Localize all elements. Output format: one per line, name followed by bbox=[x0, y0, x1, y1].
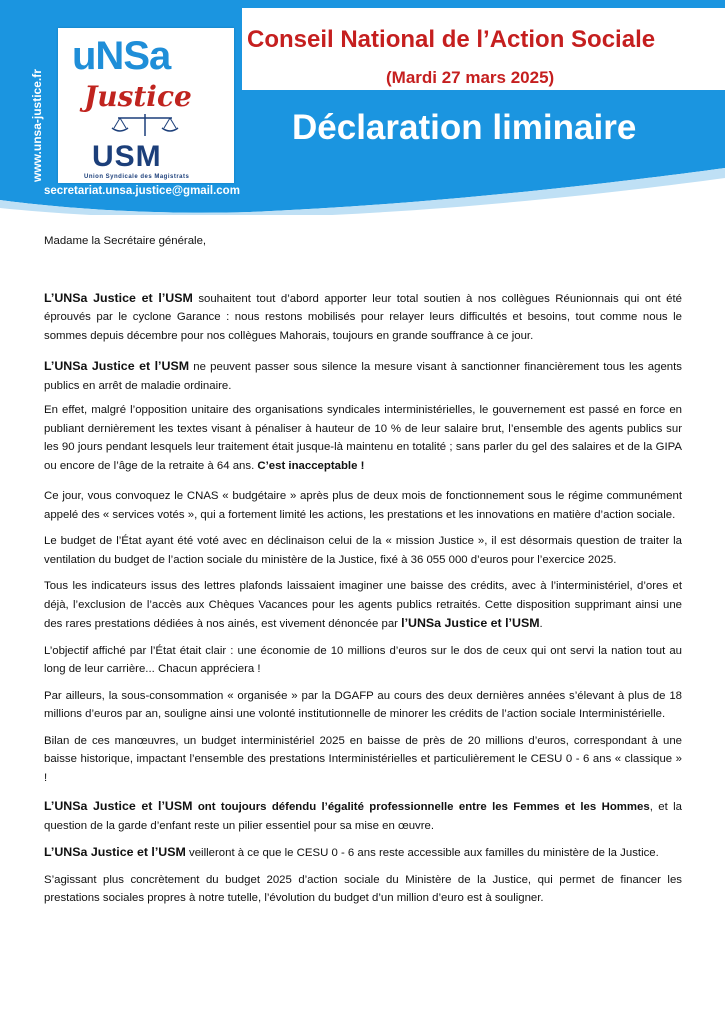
logo-unsa-text: uNSa bbox=[72, 34, 171, 78]
scales-of-justice-icon bbox=[110, 112, 180, 138]
paragraph-10 bbox=[44, 797, 682, 835]
paragraph-text: veilleront à ce que le CESU 0 - 6 ans reste accessible aux familles du ministère de la Justice. bbox=[185, 847, 659, 859]
unsa-usm-logo bbox=[58, 28, 234, 183]
document-date: (Mardi 27 mars 2025) bbox=[386, 68, 555, 87]
paragraph-end: . bbox=[539, 618, 543, 630]
paragraph-text: souhaitent tout d’abord apporter leur total soutien à nos collègues Réunionnais qui ont été éprouvés par le cyclone Garance : nous restons mobilisés pour relayer leurs difficultés et besoins, tout comme nous le sommes depuis décembre pour nos collègues Mahorais, toujours en grande souffrance à ce jour. bbox=[44, 292, 682, 342]
paragraph-text: ne peuvent passer sous silence la mesure visant à sanctionner financièrement tous les agents publics en arrêt de maladie ordinaire. bbox=[44, 361, 682, 392]
paragraph-12: S’agissant plus concrètement du budget 2025 d’action sociale du Ministère de la Justice, qui permet de financer les prestations sociales propres à notre tutelle, l’évolution du budget d’un million d’euro est à souligner. bbox=[44, 873, 682, 904]
paragraph-emphasis: C’est inacceptable ! bbox=[257, 459, 365, 472]
paragraph-emphasis: l’UNSa Justice et l’USM bbox=[401, 616, 540, 630]
paragraph-5: Le budget de l’État ayant été voté avec en déclinaison celui de la « mission Justice », il est désormais question de traiter la ventilation du budget de l’action sociale du ministère de la Justice, fixé à 36 055 000 d’euros pour l’exercice 2025. bbox=[44, 535, 682, 566]
website-url: www.unsa-justice.fr bbox=[30, 69, 44, 182]
paragraph-6 bbox=[44, 577, 682, 634]
paragraph-8: Par ailleurs, la sous-consommation « organisée » par la DGAFP au cours des deux dernières années s’élevant à plus de 18 millions d’euros par an, souligne ainsi une volonté institutionnelle de minorer les crédits de l’action sociale Interministérielle. bbox=[44, 689, 682, 720]
paragraph-lead: L’UNSa Justice et l’USM bbox=[44, 290, 193, 305]
paragraph-text: , et la question de la garde d’enfant reste un pilier essentiel pour sa mise en œuvre. bbox=[44, 801, 682, 832]
paragraph-4: Ce jour, vous convoquez le CNAS « budgétaire » après plus de deux mois de fonctionnement sous le régime communément appelé des « services votés », qui a fortement limité les actions, les prestations et les innovations en matière d’action sociale. bbox=[44, 490, 682, 521]
paragraph-text: En effet, malgré l’opposition unitaire des organisations syndicales interministérielles, le gouvernement est passé en force en publiant dernièrement les textes visant à pénaliser à hauteur de 10 % de leur salaire brut, l’ensemble des agents publics sur les 90 jours pendant lesquels leur traitement était jusque-là maintenu en totalité ; sans parler du gel des salaires et de la GIPA ou encore de l’âge de la retraite à 64 ans. bbox=[44, 404, 682, 472]
paragraph-1 bbox=[44, 289, 682, 346]
paragraph-11 bbox=[44, 843, 682, 863]
document-title: Conseil National de l’Action Sociale bbox=[247, 26, 656, 53]
document-subtitle: Déclaration liminaire bbox=[292, 108, 637, 147]
paragraph-3 bbox=[44, 401, 682, 475]
logo-justice-text: Justice bbox=[84, 80, 192, 113]
paragraph-lead: L’UNSa Justice et l’USM bbox=[44, 845, 186, 859]
logo-usm-text: USM bbox=[92, 140, 162, 173]
logo-usm-subtitle: Union Syndicale des Magistrats bbox=[84, 174, 190, 180]
paragraph-emphasis: ont toujours défendu l’égalité professionnelle entre les Femmes et les Hommes bbox=[192, 801, 650, 813]
paragraph-lead: L’UNSa Justice et l’USM bbox=[44, 359, 190, 373]
paragraph-2 bbox=[44, 357, 682, 395]
paragraph-text: Tous les indicateurs issus des lettres plafonds laissaient imaginer une baisse des crédits, avec à l’interministériel, d’ores et déjà, l’exclusion de l’accès aux Chèques Vacances pour les agents publics retraités. Cette disposition supprimant ainsi une des rares prestations dédiées à nos ainés, est vivement dénoncée par bbox=[44, 580, 682, 630]
paragraph-9: Bilan de ces manœuvres, un budget interministériel 2025 en baisse de près de 20 millions d’euros, correspondant à une baisse historique, impactant l’ensemble des prestations Interministérielles et particulièrement le CESU 0 - 6 ans « classique » ! bbox=[44, 734, 682, 784]
contact-email: secretariat.unsa.justice@gmail.com bbox=[44, 185, 240, 197]
salutation: Madame la Secrétaire générale, bbox=[44, 235, 207, 247]
paragraph-lead: L’UNSa Justice et l’USM bbox=[44, 799, 193, 813]
paragraph-7: L’objectif affiché par l’État était clair : une économie de 10 millions d’euros sur le dos de ceux qui ont servi la nation tout au long de leur carrière... Chacun appréciera ! bbox=[44, 644, 682, 675]
declaration-body bbox=[44, 232, 682, 908]
